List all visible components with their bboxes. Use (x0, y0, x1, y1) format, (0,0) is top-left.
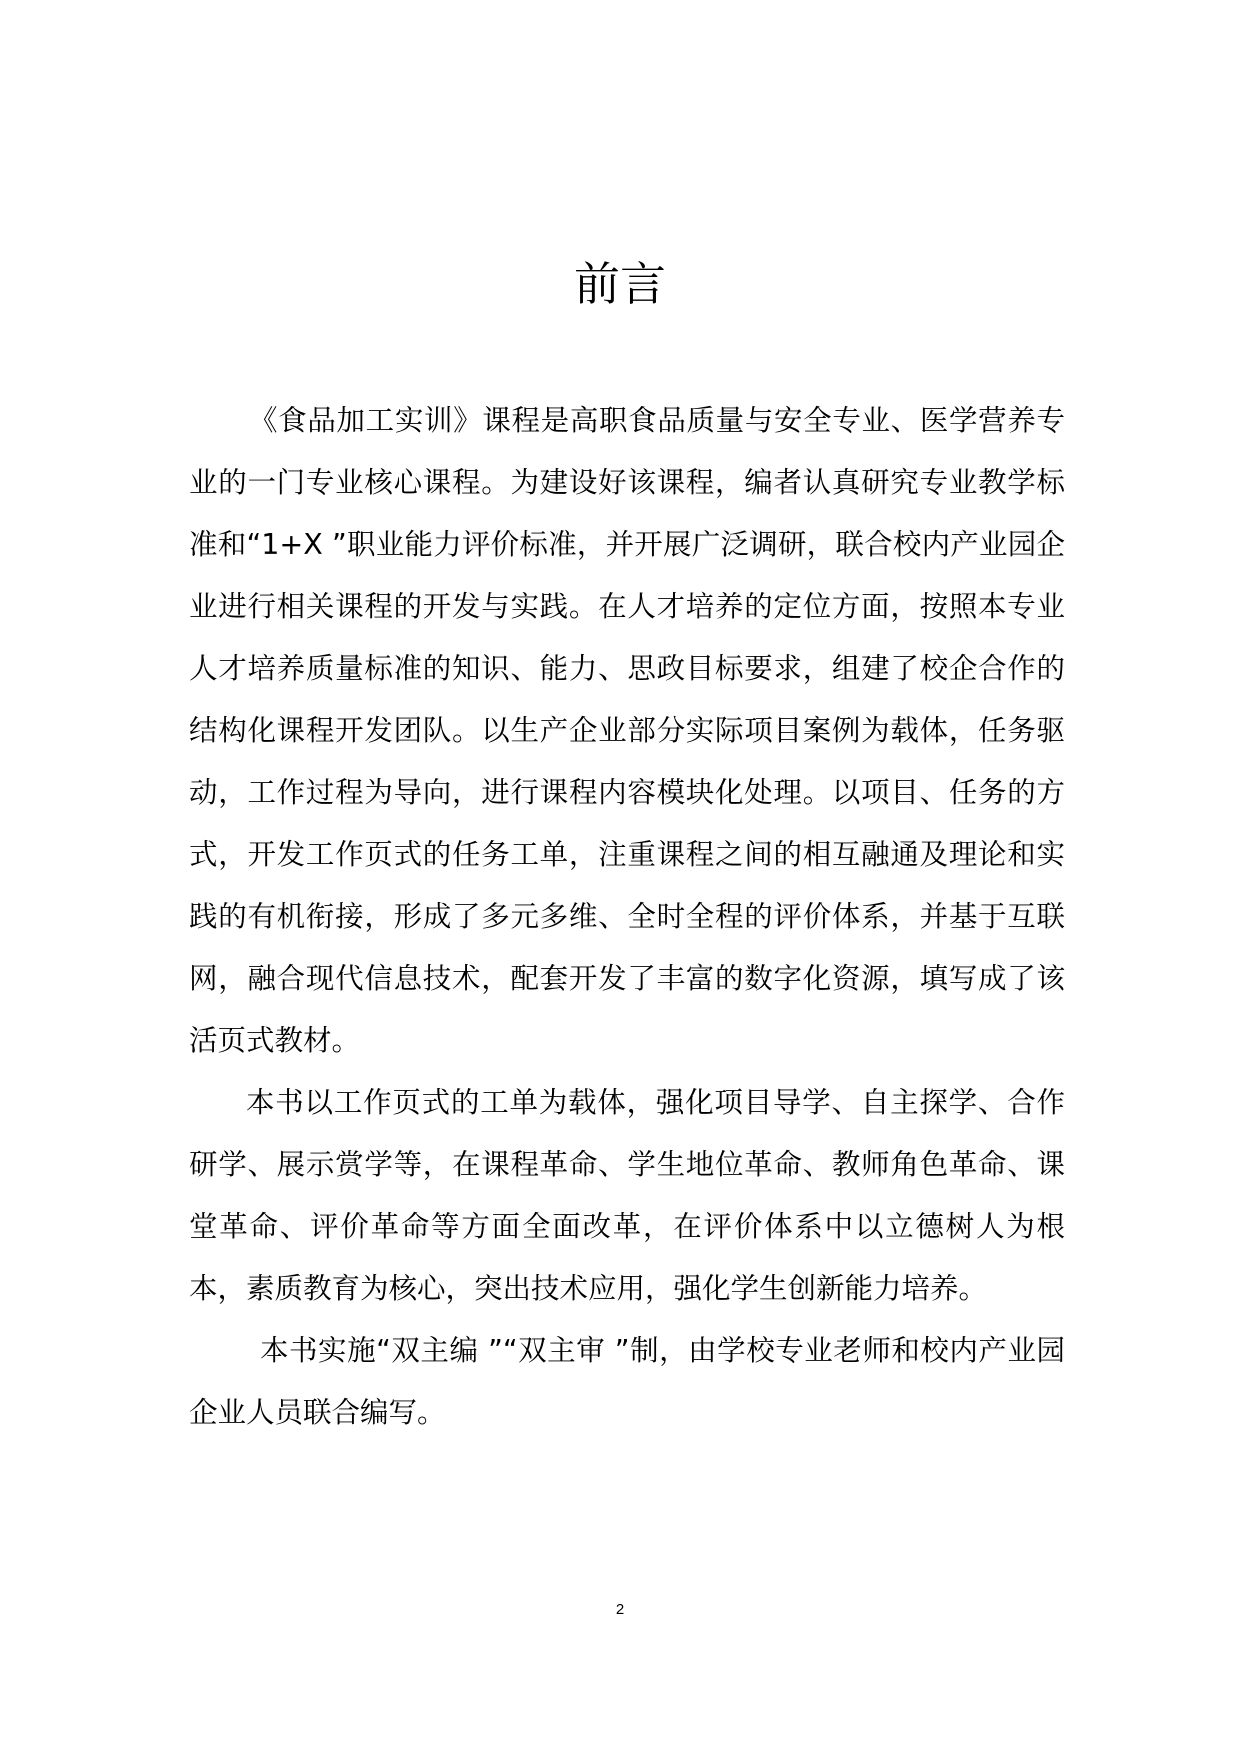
paragraph-course-intro: 《食品加工实训》课程是高职食品质量与安全专业、医学营养专业的一门专业核心课程。为建设好该课程，编者认真研究专业教学标准和“1+X ”职业能力评价标准，并开展广泛调研，联合校内产业园企业进行相关课程的开发与实践。在人才培养的定位方面，按照本专业人才培养质量标准的知识、能力、思政目标要求，组建了校企合作的结构化课程开发团队。以生产企业部分实际项目案例为载体，任务驱动，工作过程为导向，进行课程内容模块化处理。以项目、任务的方式，开发工作页式的任务工单，注重课程之间的相互融通及理论和实践的有机衔接，形成了多元多维、全时全程的评价体系，并基于互联网，融合现代信息技术，配套开发了丰富的数字化资源，填写成了该活页式教材。 (189, 404, 1065, 1057)
paragraph-editorial-system: 本书实施“双主编 ”“双主审 ”制，由学校专业老师和校内产业园企业人员联合编写。 (189, 1334, 1065, 1429)
page-title: 前言 (574, 257, 666, 311)
preface-body (189, 390, 1065, 1444)
page-number: 2 (615, 1601, 625, 1618)
paragraph-book-approach: 本书以工作页式的工单为载体，强化项目导学、自主探学、合作研学、展示赏学等，在课程革命、学生地位革命、教师角色革命、课堂革命、评价革命等方面全面改革，在评价体系中以立德树人为根本，素质教育为核心，突出技术应用，强化学生创新能力培养。 (189, 1086, 1065, 1305)
